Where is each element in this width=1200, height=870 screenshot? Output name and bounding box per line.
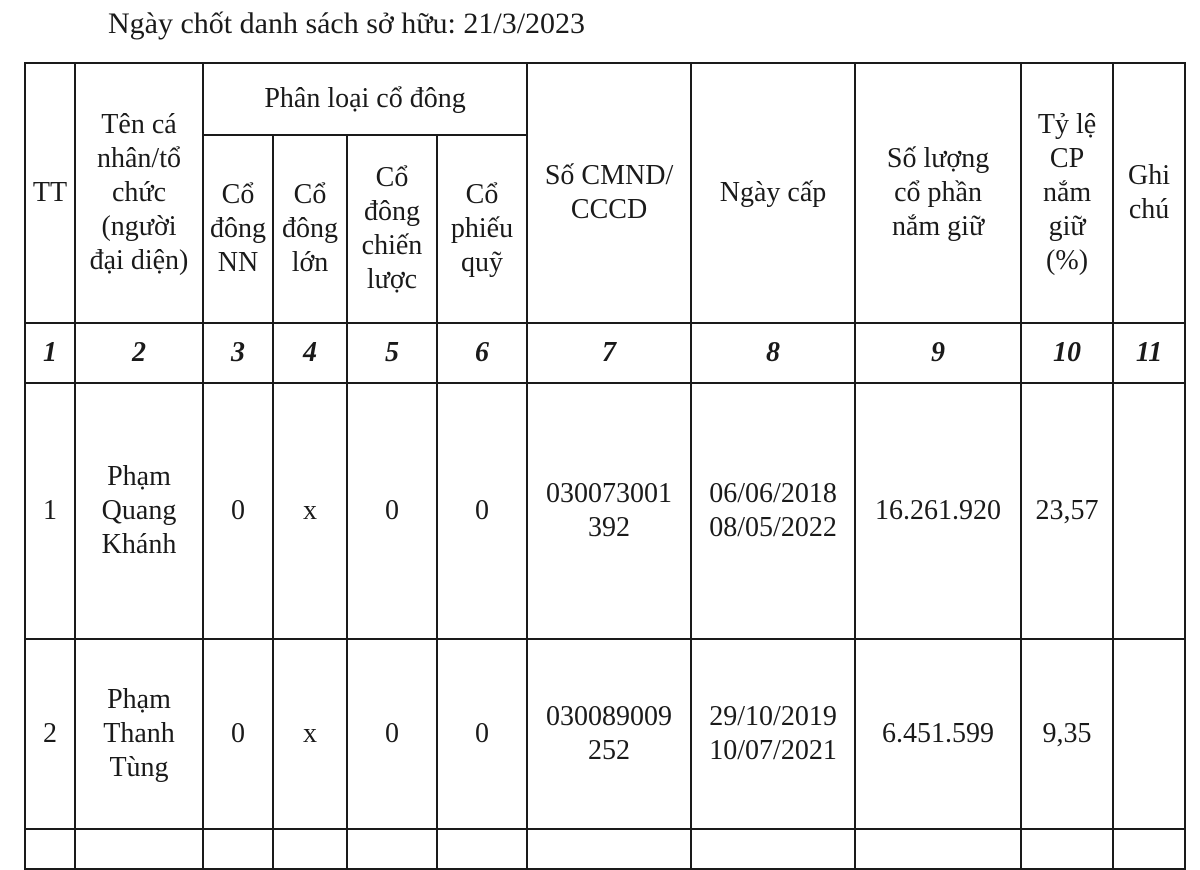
cell-treasury: 0 (437, 383, 527, 639)
cell-foreign: 0 (203, 639, 273, 829)
column-number: 2 (75, 323, 203, 383)
column-number: 5 (347, 323, 437, 383)
column-number-row (25, 323, 1185, 383)
header-tt: TT (25, 63, 75, 323)
header-note: Ghi chú (1113, 63, 1185, 323)
cell-note (1113, 639, 1185, 829)
column-number: 4 (273, 323, 347, 383)
cell-foreign: 0 (203, 383, 273, 639)
cell-major: x (273, 383, 347, 639)
cell-shares: 16.261.920 (855, 383, 1021, 639)
header-treasury: Cổ phiếu quỹ (437, 135, 527, 323)
header-id-number: Số CMND/ CCCD (527, 63, 691, 323)
cell-tt: 2 (25, 639, 75, 829)
cell-strategic: 0 (347, 639, 437, 829)
cell-ratio: 23,57 (1021, 383, 1113, 639)
cell-ratio: 9,35 (1021, 639, 1113, 829)
header-name: Tên cá nhân/tổ chức (người đại diện) (75, 63, 203, 323)
header-classification: Phân loại cổ đông (203, 63, 527, 135)
column-number: 1 (25, 323, 75, 383)
header-row (25, 63, 1185, 135)
cell-name: Phạm Thanh Tùng (75, 639, 203, 829)
cell-note (1113, 383, 1185, 639)
header-foreign: Cổ đông NN (203, 135, 273, 323)
cell-name: Phạm Quang Khánh (75, 383, 203, 639)
cell-tt: 1 (25, 383, 75, 639)
cell-major: x (273, 639, 347, 829)
column-number: 9 (855, 323, 1021, 383)
column-number: 6 (437, 323, 527, 383)
cell-issue-date: 06/06/2018 08/05/2022 (691, 383, 855, 639)
shareholder-table (24, 62, 1186, 870)
table-row (25, 383, 1185, 639)
column-number: 7 (527, 323, 691, 383)
cell-issue-date: 29/10/2019 10/07/2021 (691, 639, 855, 829)
header-major: Cổ đông lớn (273, 135, 347, 323)
cell-id-number: 030089009 252 (527, 639, 691, 829)
cell-strategic: 0 (347, 383, 437, 639)
table-row-partial (25, 829, 1185, 869)
list-date-heading: Ngày chốt danh sách sở hữu: 21/3/2023 (108, 7, 586, 40)
table-row (25, 639, 1185, 829)
header-ratio: Tỷ lệ CP nắm giữ (%) (1021, 63, 1113, 323)
cell-treasury: 0 (437, 639, 527, 829)
column-number: 8 (691, 323, 855, 383)
cell-id-number: 030073001 392 (527, 383, 691, 639)
column-number: 10 (1021, 323, 1113, 383)
header-shares: Số lượng cổ phần nắm giữ (855, 63, 1021, 323)
header-strategic: Cổ đông chiến lược (347, 135, 437, 323)
header-issue-date: Ngày cấp (691, 63, 855, 323)
column-number: 3 (203, 323, 273, 383)
cell-shares: 6.451.599 (855, 639, 1021, 829)
column-number: 11 (1113, 323, 1185, 383)
